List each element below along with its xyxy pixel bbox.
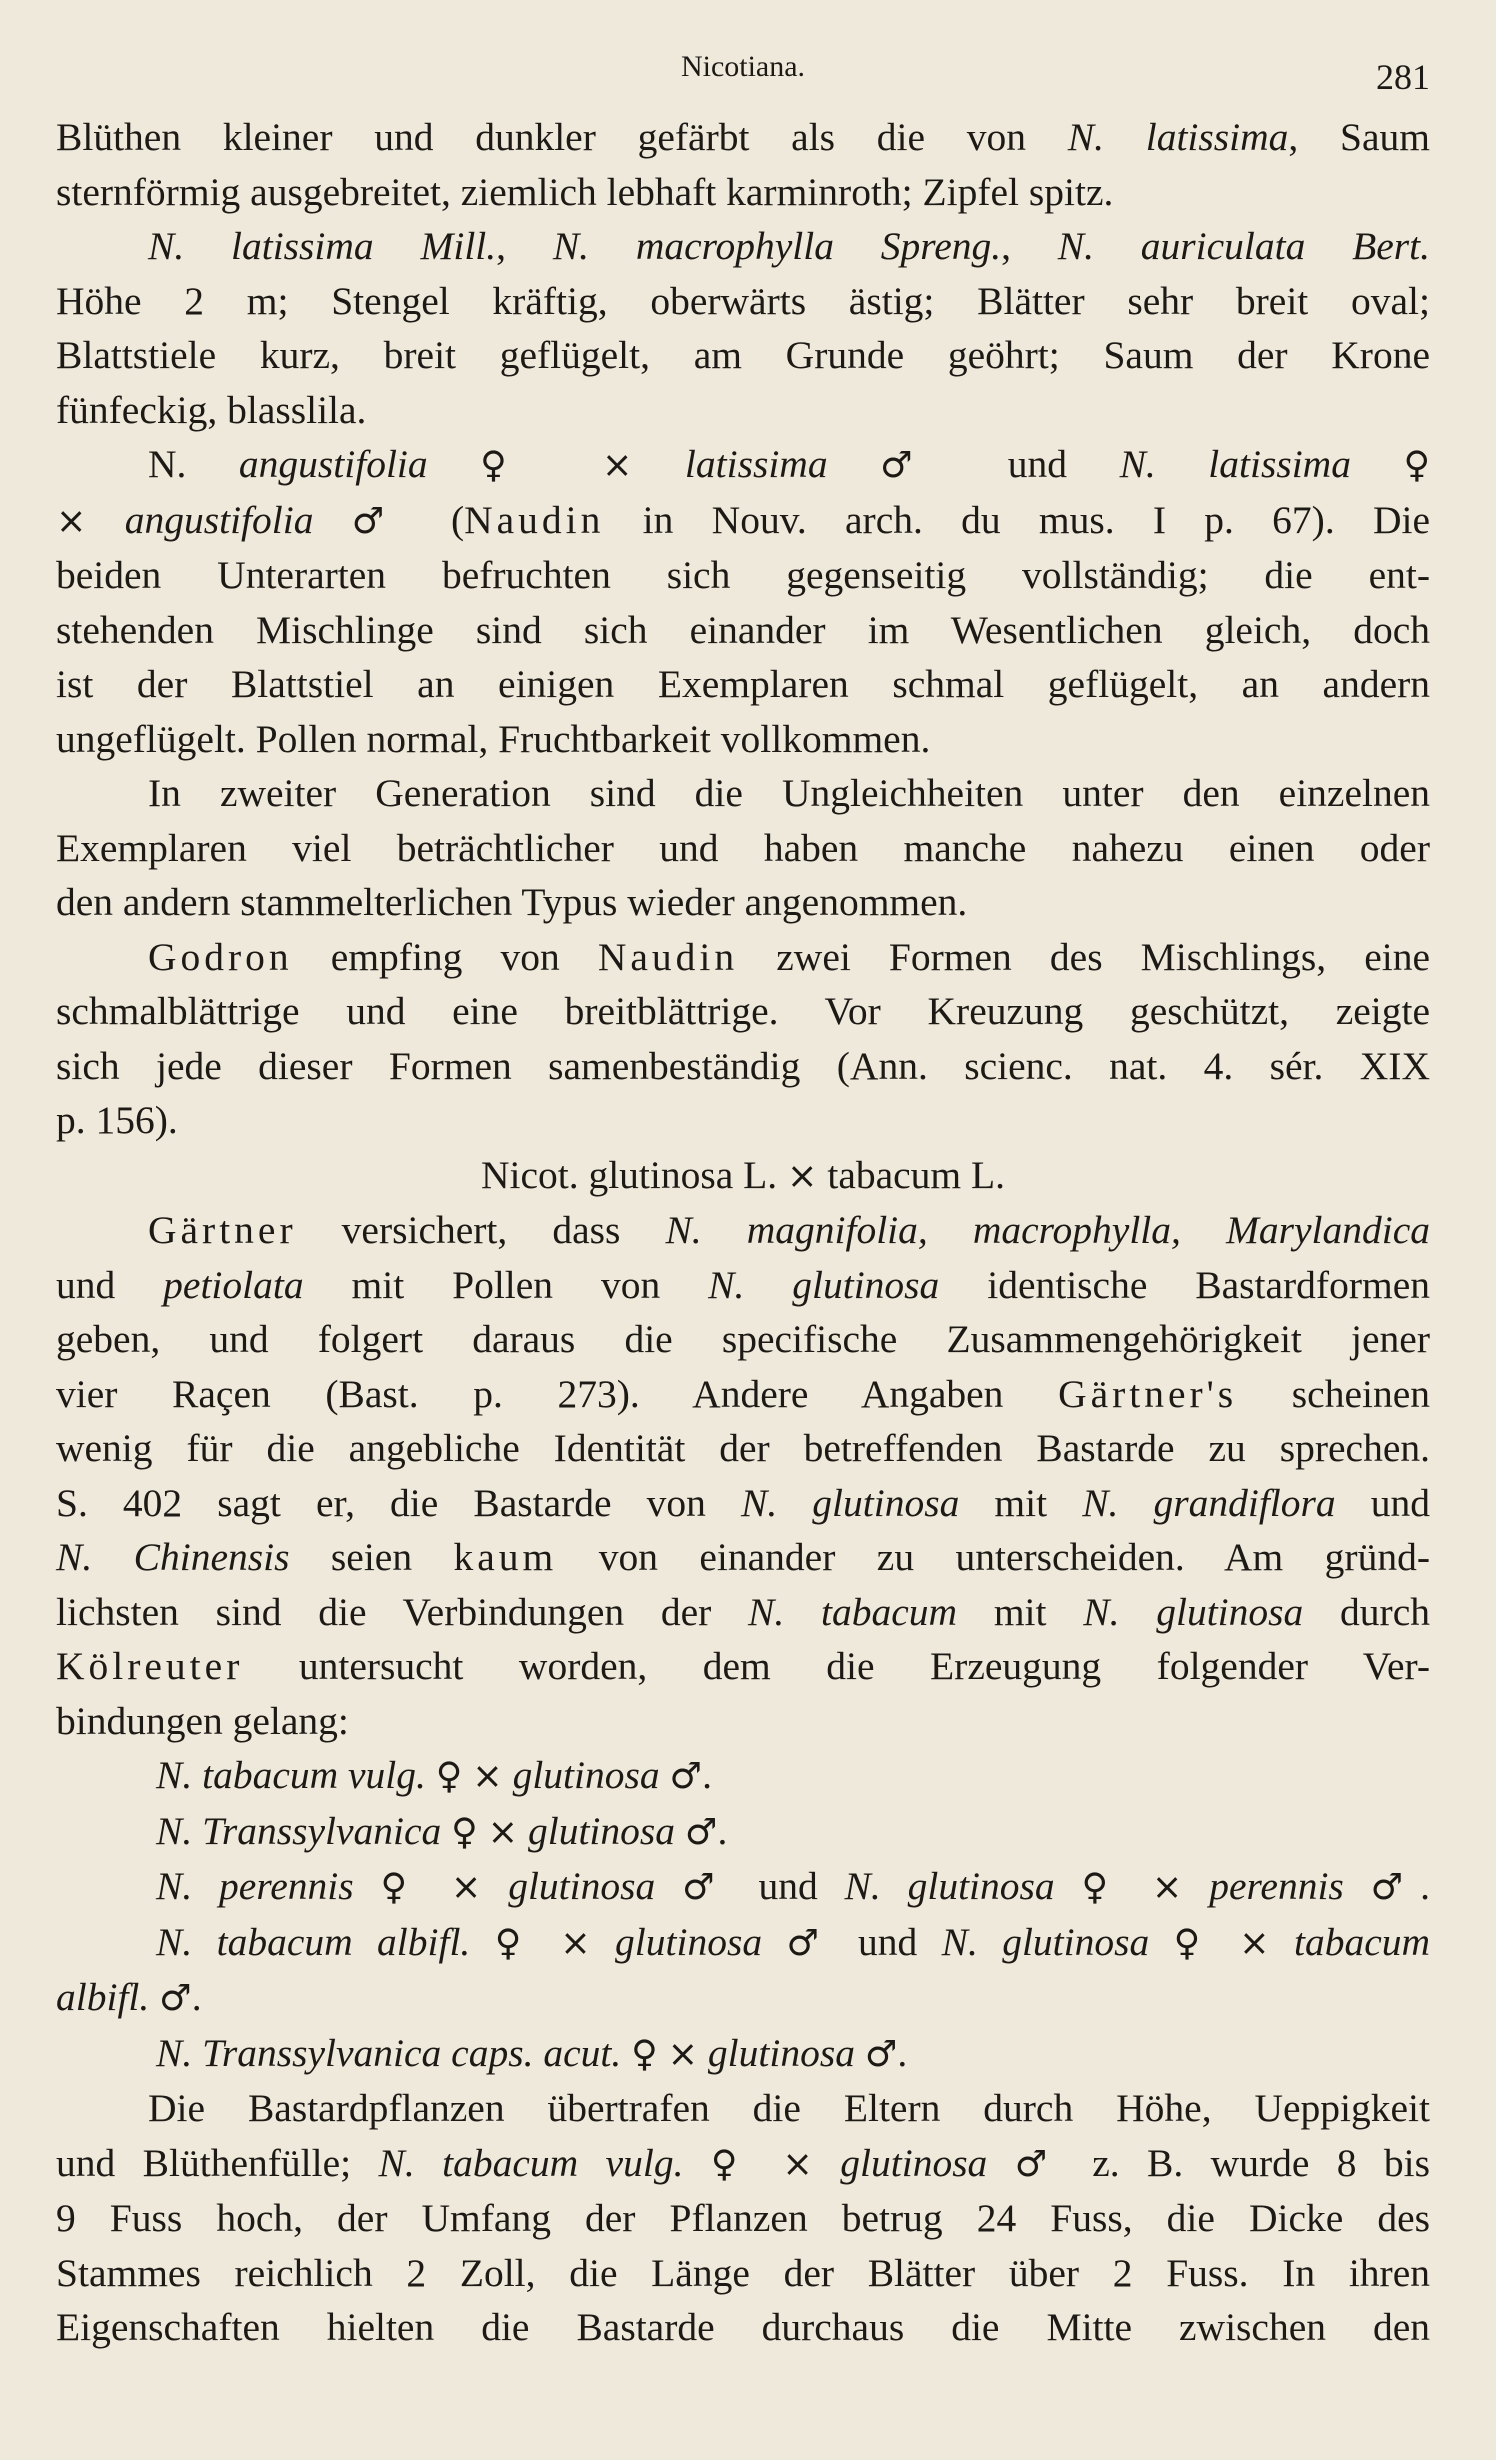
cross-line: N. tabacum vulg. ♀ × glutinosa ♂. xyxy=(156,1753,712,1797)
cross-line: N. Transsylvanica caps. acut. ♀ × glutinosa ♂. xyxy=(156,2030,908,2075)
text-line: N. latissima Mill., N. macrophylla Spreng., N. auriculata Bert. xyxy=(148,224,1431,268)
cross-line: N. perennis ♀ × glutinosa ♂ und N. glutinosa ♀ × perennis ♂. xyxy=(156,1864,1431,1908)
text-line: In zweiter Generation sind die Ungleichheiten unter den einzelnen xyxy=(148,771,1430,815)
text-line: Exemplaren viel beträchtlicher und haben manche nahezu einen oder xyxy=(56,825,1430,870)
text-line: stehenden Mischlinge sind sich einander im Wesentlichen gleich, doch xyxy=(56,607,1430,652)
text-line: beiden Unterarten befruchten sich gegenseitig vollständig; die ent- xyxy=(56,553,1430,597)
page-number: 281 xyxy=(1376,57,1430,97)
text-line: fünfeckig, blasslila. xyxy=(56,387,367,432)
cross-line: albifl. ♂. xyxy=(56,1975,202,2019)
text-line: wenig für die angebliche Identität der betreffenden Bastarde zu sprechen. xyxy=(56,1426,1430,1470)
text-line: 9 Fuss hoch, der Umfang der Pflanzen betrug 24 Fuss, die Dicke des xyxy=(56,2196,1430,2240)
text-line: Godron empfing von Naudin zwei Formen des Mischlings, eine xyxy=(148,934,1430,979)
text-line: Blüthen kleiner und dunkler gefärbt als die von N. latissima, Saum xyxy=(56,115,1430,159)
text-line: bindungen gelang: xyxy=(56,1698,349,1743)
cross-line: N. Transsylvanica ♀ × glutinosa ♂. xyxy=(156,1808,728,1853)
text-line: S. 402 sagt er, die Bastarde von N. glutinosa mit N. grandiflora und xyxy=(56,1480,1431,1525)
text-line: den andern stammelterlichen Typus wieder angenommen. xyxy=(56,880,968,924)
section-heading: Nicot. glutinosa L. × tabacum L. xyxy=(480,1152,1006,1197)
text-line: N. angustifolia ♀ × latissima ♂ und N. latissima ♀ xyxy=(148,442,1431,486)
running-head: Nicotiana. xyxy=(680,50,806,83)
text-line: × angustifolia ♂ (Naudin in Nouv. arch. du mus. I p. 67). Die xyxy=(56,497,1431,542)
page-header xyxy=(56,40,1430,110)
text-line: N. Chinensis seien kaum von einander zu unterscheiden. Am gründ- xyxy=(56,1535,1430,1579)
text-line: ungeflügelt. Pollen normal, Fruchtbarkeit vollkommen. xyxy=(56,716,931,761)
body-text xyxy=(56,110,1430,2355)
text-line: sich jede dieser Formen samenbeständig (Ann. scienc. nat. 4. sér. XIX xyxy=(56,1043,1430,1088)
text-line: Stammes reichlich 2 Zoll, die Länge der Blätter über 2 Fuss. In ihren xyxy=(56,2250,1430,2295)
text-line: Blattstiele kurz, breit geflügelt, am Grunde geöhrt; Saum der Krone xyxy=(56,333,1430,377)
cross-line: N. tabacum albifl. ♀ × glutinosa ♂ und N. glutinosa ♀ × tabacum xyxy=(156,1919,1431,1964)
text-line: vier Raçen (Bast. p. 273). Andere Angaben Gärtner's scheinen xyxy=(56,1371,1430,1416)
text-line: und Blüthenfülle; N. tabacum vulg. ♀ × glutinosa ♂ z. B. wurde 8 bis xyxy=(56,2140,1431,2185)
text-line: und petiolata mit Pollen von N. glutinosa identische Bastardformen xyxy=(56,1262,1430,1307)
text-line: schmalblättrige und eine breitblättrige. Vor Kreuzung geschützt, zeigte xyxy=(56,989,1430,1033)
text-line: Höhe 2 m; Stengel kräftig, oberwärts ästig; Blätter sehr breit oval; xyxy=(56,278,1430,323)
text-line: lichsten sind die Verbindungen der N. tabacum mit N. glutinosa durch xyxy=(56,1589,1430,1634)
text-line: Eigenschaften hielten die Bastarde durchaus die Mitte zwischen den xyxy=(56,2305,1430,2349)
text-line: Die Bastardpflanzen übertrafen die Eltern durch Höhe, Ueppigkeit xyxy=(148,2086,1430,2130)
text-line: Kölreuter untersucht worden, dem die Erzeugung folgender Ver- xyxy=(56,1644,1430,1688)
text-line: Gärtner versichert, dass N. magnifolia, macrophylla, Marylandica xyxy=(148,1208,1430,1252)
text-line: geben, und folgert daraus die specifische Zusammengehörigkeit jener xyxy=(56,1317,1430,1361)
text-line: p. 156). xyxy=(56,1098,178,1142)
text-line: ist der Blattstiel an einigen Exemplaren schmal geflügelt, an andern xyxy=(56,662,1430,706)
text-line: sternförmig ausgebreitet, ziemlich lebhaft karminroth; Zipfel spitz. xyxy=(56,169,1114,214)
